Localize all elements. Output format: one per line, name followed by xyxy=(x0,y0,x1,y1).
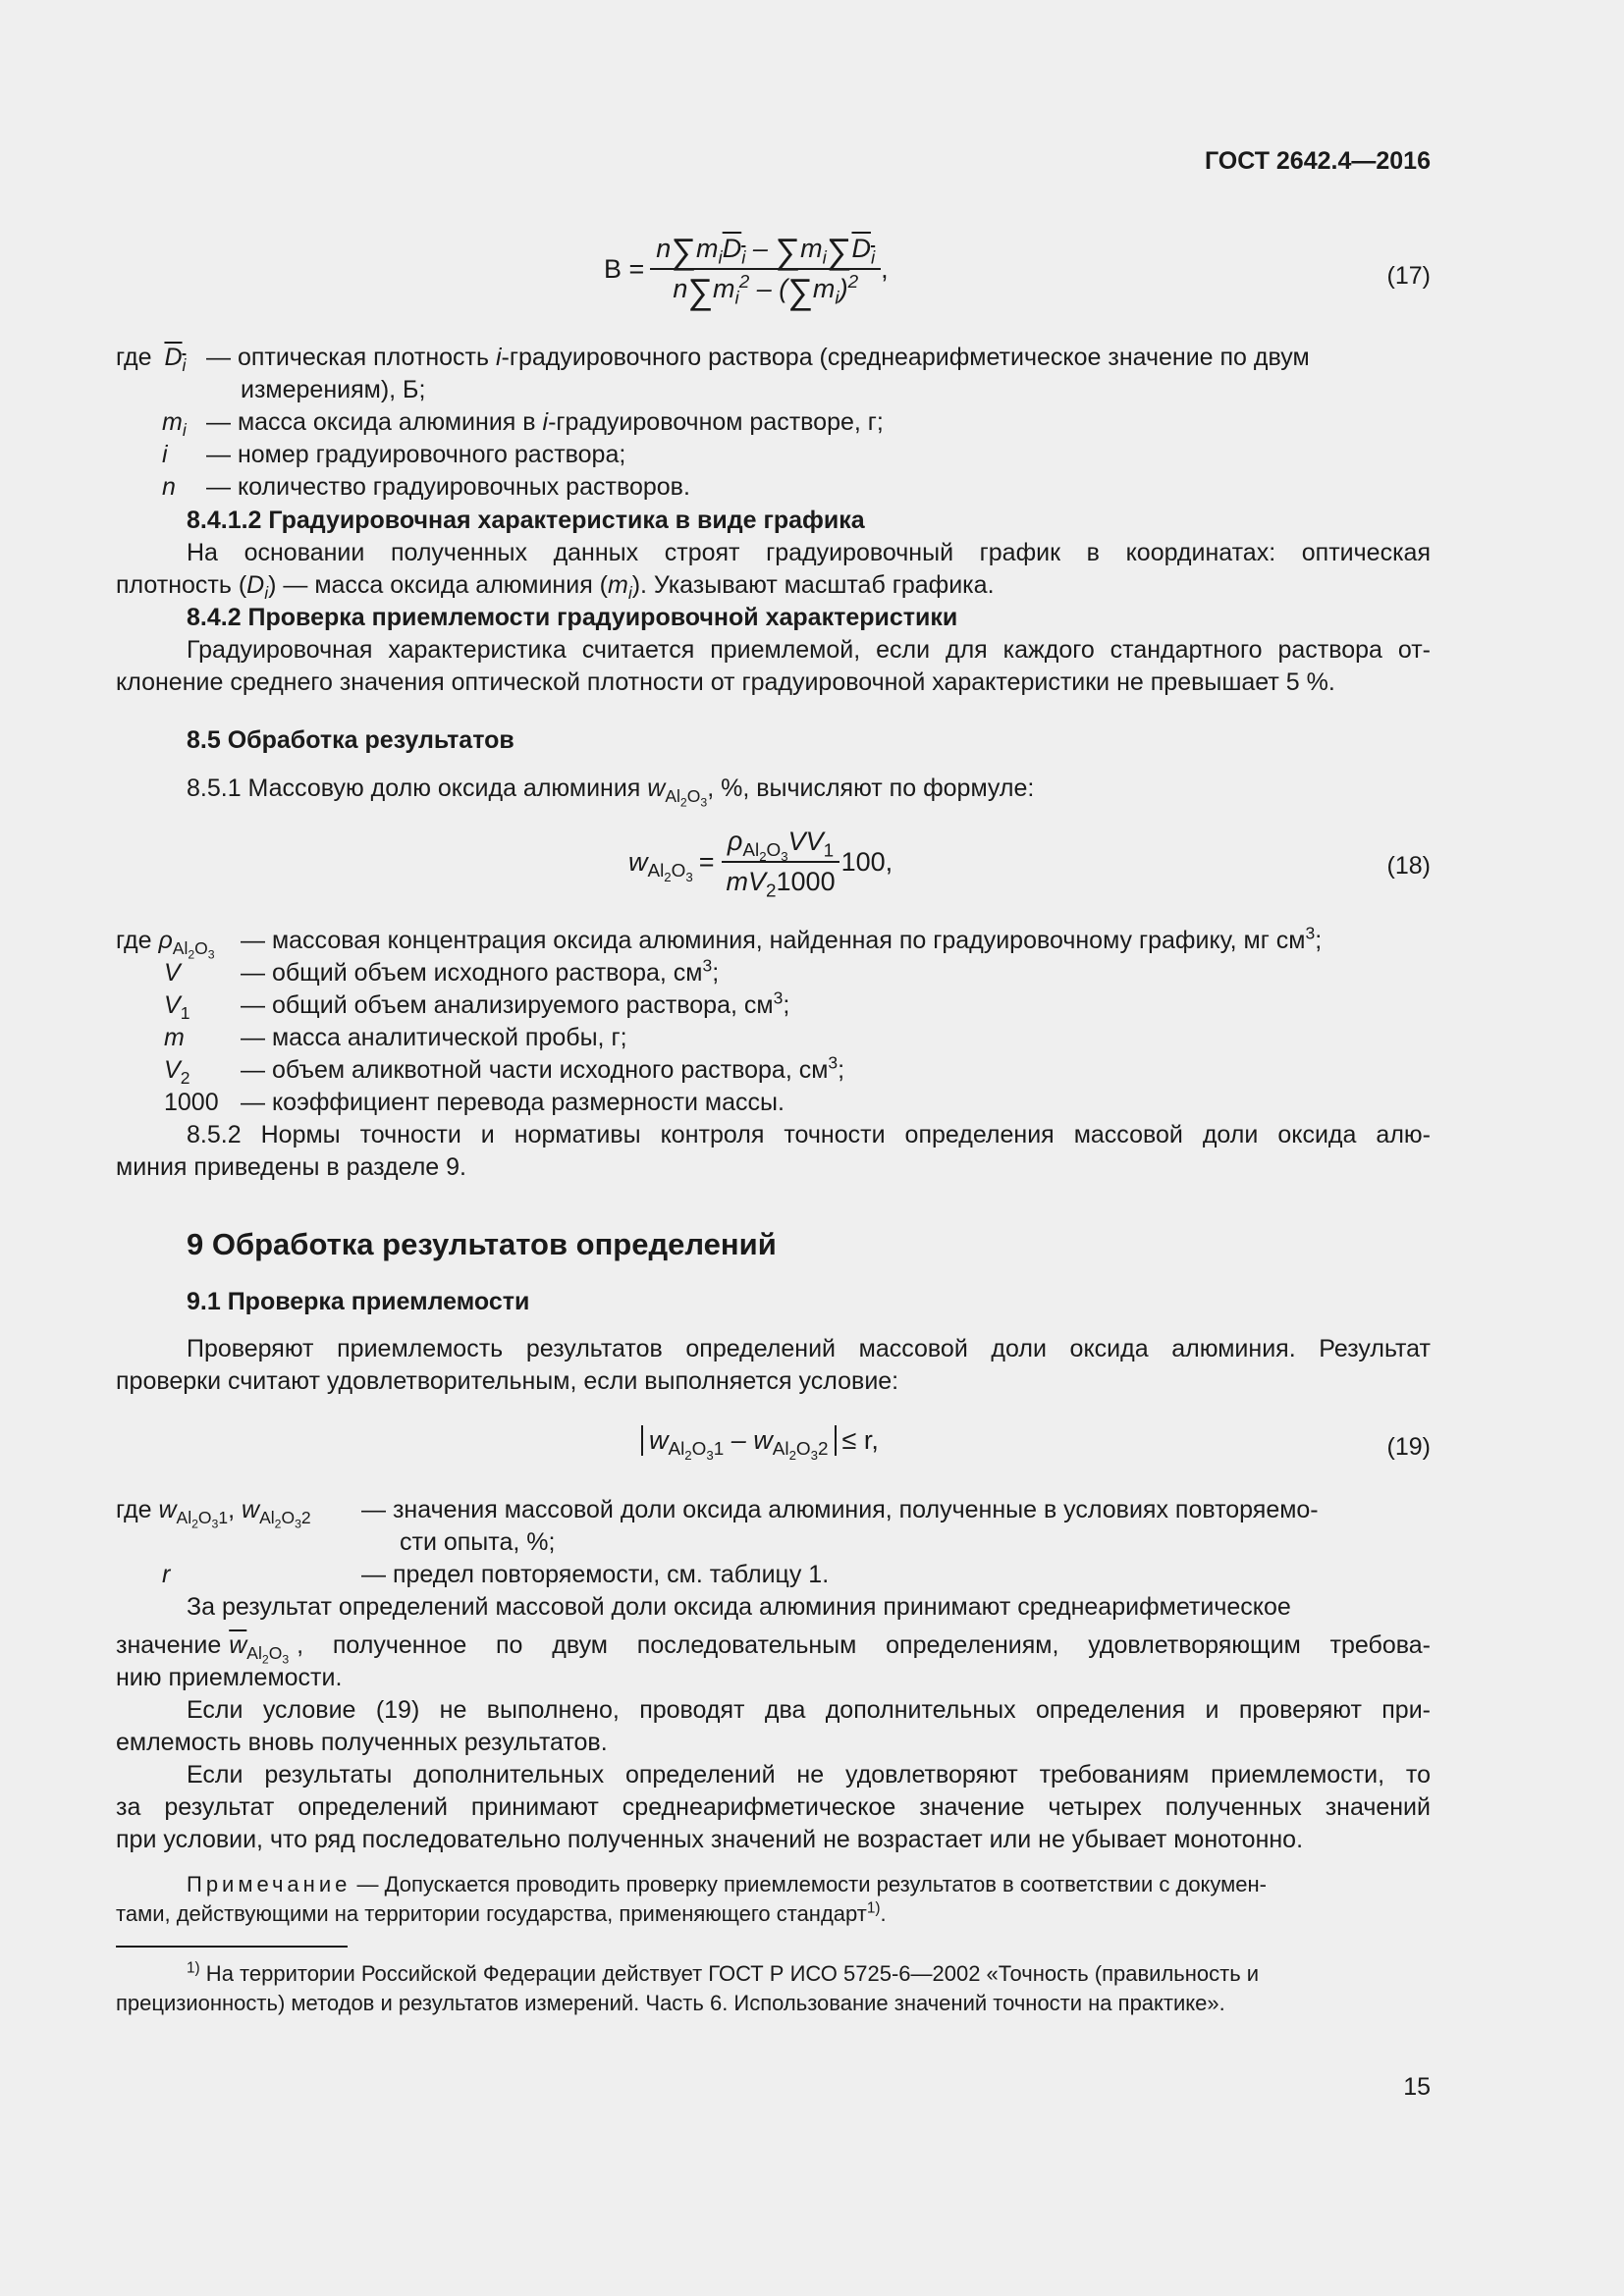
text: плотность ( xyxy=(116,571,247,599)
where-18-desc-2: — общий объем исходного раствора, $см^3$; xyxy=(241,955,720,987)
desc-text: — масса оксида алюминия в xyxy=(206,408,543,436)
equation-18-tail: 100, xyxy=(840,846,893,877)
where-lead: где xyxy=(116,1496,152,1523)
section-91-line-1: Проверяют приемлемость результатов определений массовой доли оксида алюминия. Результат xyxy=(187,1335,1431,1362)
section-8412-line-1: На основании полученных данных строят градуировочный график в координатах: оптическая xyxy=(187,539,1431,566)
where-17-desc-4: — количество градуировочных растворов. xyxy=(206,473,690,501)
equation-18-number: (18) xyxy=(1386,852,1431,880)
note-line-1 xyxy=(187,1870,1267,1899)
footnote-text: На территории Российской Федерации действует ГОСТ Р ИСО 5725-6—2002 «Точность (правильность и xyxy=(199,1961,1260,1986)
symbol-m: m xyxy=(164,1024,185,1051)
where-19-desc-1: — значения массовой доли оксида алюминия, полученные в условиях повторяемо- xyxy=(361,1496,1319,1523)
where-17-desc-1-cont: измерениям), Б; xyxy=(241,376,426,403)
footnote-ref: 1) xyxy=(866,1899,881,1917)
where-19-desc-2: — предел повторяемости, см. таблицу 1. xyxy=(361,1561,830,1588)
symbol-text: V xyxy=(164,1056,181,1084)
para-b-line-1: Если условие (19) не выполнено, проводят два дополнительных определения и проверяют при- xyxy=(187,1696,1431,1724)
where-19-desc-1-cont: сти опыта, %; xyxy=(400,1528,556,1556)
section-842-line-2: клонение среднего значения оптической плотности от градуировочной характеристики не превышает 5 %. xyxy=(116,668,1335,696)
footnote-line-2: прецизионность) методов и результатов измерений. Часть 6. Использование значений точности на практике». xyxy=(116,1991,1225,2015)
desc-text: — объем аликвотной части исходного раствора, см xyxy=(241,1056,829,1084)
symbol-sub: 1 xyxy=(180,1003,190,1023)
symbol-D-sub: i xyxy=(182,355,187,375)
where-18-desc-4: — масса аналитической пробы, г; xyxy=(241,1024,627,1051)
where-18-desc-1: — массовая концентрация оксида алюминия, найденная по градуировочному графику, мг $см^3$; xyxy=(241,923,1323,954)
para-a-line-3: нию приемлемости. xyxy=(116,1664,343,1691)
symbol-i: i xyxy=(162,441,168,468)
section-91-line-2: проверки считают удовлетворительным, если выполняется условие: xyxy=(116,1367,899,1395)
where-18-desc-6: — коэффициент перевода размерности массы. xyxy=(241,1089,785,1116)
equation-19: $w_{Al_2O_31} - w_{Al_2O_32}$ ≤ r, xyxy=(641,1425,879,1456)
symbol-D: D xyxy=(164,344,183,371)
symbol-text: V xyxy=(164,991,181,1019)
desc-text: — массовая концентрация оксида алюминия, найденная по градуировочному графику, мг см xyxy=(241,927,1306,954)
note-end: . xyxy=(880,1901,887,1926)
note-line-2 xyxy=(116,1899,887,1929)
note-text: — Допускается проводить проверку приемлемости результатов в соответствии с докумен- xyxy=(351,1872,1268,1896)
section-91-title: 9.1 Проверка приемлемости xyxy=(187,1288,530,1315)
symbol-m xyxy=(162,406,187,439)
desc-text: — общий объем анализируемого раствора, см xyxy=(241,991,774,1019)
document-id: ГОСТ 2642.4—2016 xyxy=(1204,147,1431,175)
section-842-title: 8.4.2 Проверка приемлемости градуировочной характеристики xyxy=(187,604,958,631)
where-18-lead: где $\rho_{Al_2O_3}$ xyxy=(116,927,215,962)
symbol-r: r xyxy=(162,1561,171,1588)
equation-17: B = $\frac{n\sum m_iD_i - \sum m_i\sum D_i}{n\sum m_i^2 - (\sum m_i)^2}$ , xyxy=(604,231,889,311)
where-18-desc-5: — объем аликвотной части исходного раствора, $см^3$; xyxy=(241,1052,845,1084)
section-851-line: 8.5.1 Массовую долю оксида алюминия $w_{Al_2O_3}$, %, вычисляют по формуле: xyxy=(187,774,1035,810)
equation-19-number: (19) xyxy=(1386,1433,1431,1461)
section-842-line-1: Градуировочная характеристика считается приемлемой, если для каждого стандартного раствора от- xyxy=(187,636,1431,664)
text: 8.5.1 Массовую долю оксида алюминия xyxy=(187,774,648,802)
section-8412-line-2: плотность $(D_i)$ — масса оксида алюминия $(m_i)$. Указывают масштаб графика. xyxy=(116,571,995,603)
equation-19-tail: ≤ r, xyxy=(841,1425,879,1456)
equation-17-lhs: B = xyxy=(604,253,645,284)
equation-17-fraction: $\frac{n\sum m_iD_i - \sum m_i\sum D_i}{n\sum m_i^2 - (\sum m_i)^2}$ xyxy=(650,234,881,304)
symbol-sub: 2 xyxy=(180,1068,190,1088)
page-number: 15 xyxy=(1403,2073,1431,2101)
section-8412-title: 8.4.1.2 Градуировочная характеристика в виде графика xyxy=(187,507,865,534)
equation-17-number: (17) xyxy=(1386,262,1431,290)
footnote-line-1 xyxy=(187,1959,1259,1989)
para-b-line-2: емлемость вновь полученных результатов. xyxy=(116,1729,608,1756)
where-17-desc-3: — номер градуировочного раствора; xyxy=(206,441,626,468)
desc-text: — общий объем исходного раствора, см xyxy=(241,959,703,987)
section-9-title: 9 Обработка результатов определений xyxy=(187,1227,777,1261)
where-17-line-1 xyxy=(116,342,186,374)
text: , полученное по двум последовательным определениям, удовлетворяющим требова- xyxy=(297,1631,1431,1659)
text: ). Указывают масштаб графика. xyxy=(631,571,995,599)
section-85-title: 8.5 Обработка результатов xyxy=(187,726,514,754)
symbol-n: n xyxy=(162,473,176,501)
para-a-line-1: За результат определений массовой доли оксида алюминия принимают среднеарифметическое xyxy=(187,1593,1291,1621)
desc-text: — оптическая плотность xyxy=(206,344,496,371)
where-lead: где xyxy=(116,927,152,954)
symbol-1000: 1000 xyxy=(164,1089,219,1116)
desc-italic: i xyxy=(542,408,549,436)
text: , %, вычисляют по формуле: xyxy=(707,774,1035,802)
para-c-line-1: Если результаты дополнительных определений не удовлетворяют требованиям приемлемости, то xyxy=(187,1761,1431,1789)
symbol-V: V xyxy=(164,959,181,987)
section-852-line-1: 8.5.2 Нормы точности и нормативы контроля точности определения массовой доли оксида алю- xyxy=(187,1121,1431,1148)
equation-18: $w_{Al_2O_3}$ = $\frac{\rho_{Al_2O_3}VV_1}{mV_21000}$ 100, xyxy=(628,827,893,902)
desc-italic: i xyxy=(495,344,502,371)
desc-text: -градуировочного раствора (среднеарифметическое значение по двум xyxy=(501,344,1310,371)
where-19-lead: где $w_{Al_2O_31}$, $w_{Al_2O_32}$ xyxy=(116,1496,311,1531)
where-lead: где xyxy=(116,344,152,371)
para-c-line-3: при условии, что ряд последовательно полученных значений не возрастает или не убывает монотонно. xyxy=(116,1826,1304,1853)
where-18-desc-3: — общий объем анализируемого раствора, $см^3$; xyxy=(241,988,790,1019)
where-17-desc-2 xyxy=(206,406,884,439)
para-c-line-2: за результат определений принимают среднеарифметическое значение четырех полученных значений xyxy=(116,1793,1431,1821)
symbol-m-text: m xyxy=(162,408,183,436)
text: значение xyxy=(116,1631,222,1659)
symbol-V2 xyxy=(164,1054,189,1087)
footnote-separator xyxy=(116,1946,348,1948)
desc-text: -градуировочном растворе, г; xyxy=(548,408,884,436)
where-17-desc-1 xyxy=(206,342,1310,374)
footnote-mark: 1) xyxy=(187,1959,200,1977)
note-text: тами, действующими на территории государства, применяющего стандарт xyxy=(116,1901,867,1926)
symbol-V1 xyxy=(164,989,189,1022)
section-852-line-2: миния приведены в разделе 9. xyxy=(116,1153,466,1181)
para-a-line-2: значение $\overline{w}_{Al_2O_3}$ , полученное по двум последовательным определениям, удовлетворяющим требова- xyxy=(116,1631,1431,1667)
note-label: Примечание xyxy=(187,1872,352,1896)
text: ) — масса оксида алюминия ( xyxy=(268,571,608,599)
symbol-m-sub: i xyxy=(182,420,187,440)
